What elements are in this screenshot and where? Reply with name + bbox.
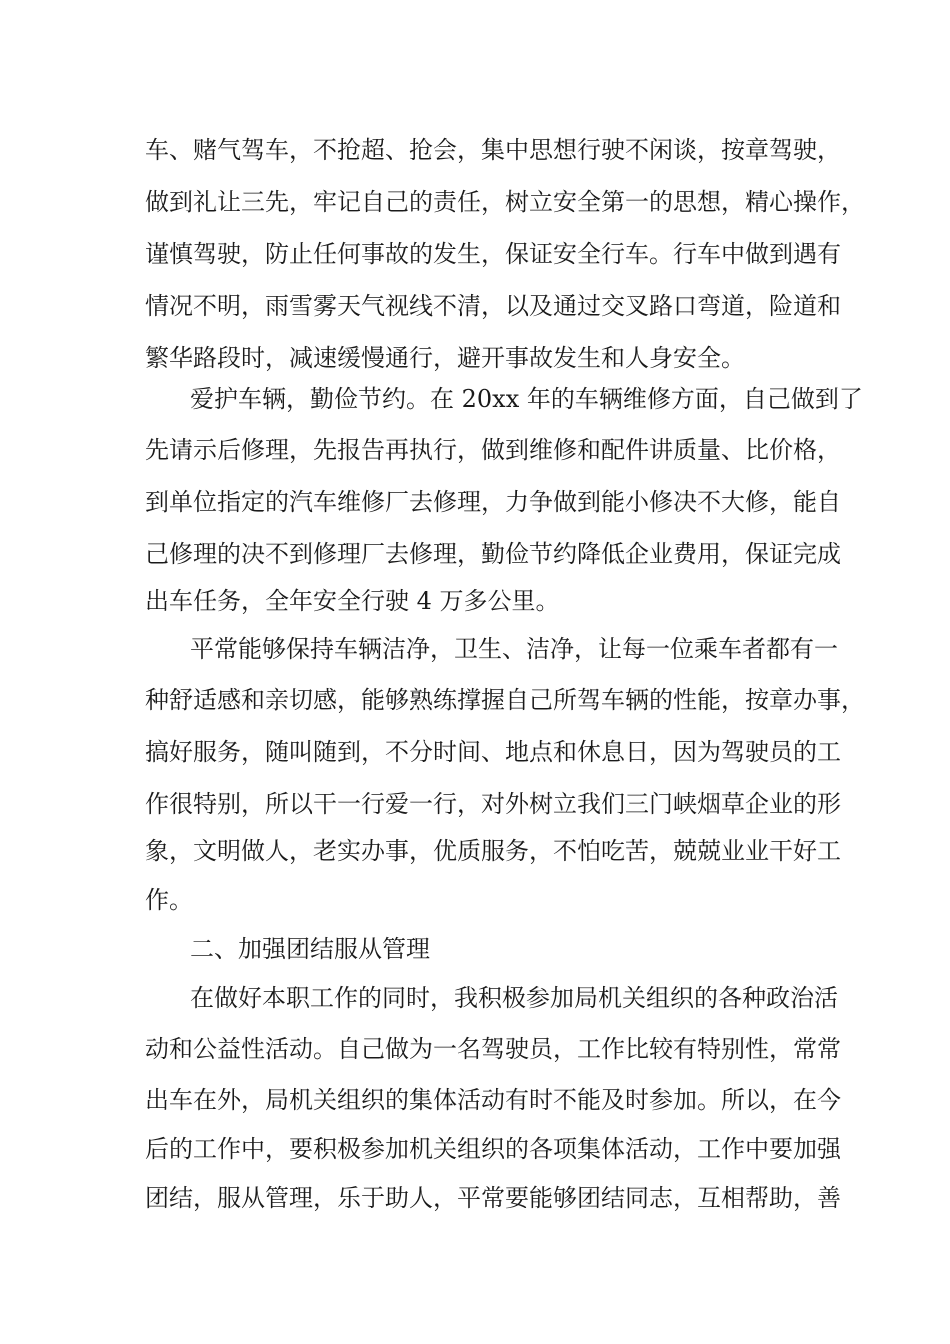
- text-line: 出车在外，局机关组织的集体活动有时不能及时参加。所以，在今: [145, 1086, 841, 1114]
- text-line: 作。: [145, 886, 193, 914]
- section-heading: 二、加强团结服从管理: [190, 935, 430, 963]
- text-line: 后的工作中，要积极参加机关组织的各项集体活动，工作中要加强: [145, 1135, 841, 1163]
- text-line: 种舒适感和亲切感，能够熟练撑握自己所驾车辆的性能，按章办事，: [145, 686, 865, 714]
- paragraph-first-line: 在做好本职工作的同时，我积极参加局机关组织的各种政治活: [190, 984, 838, 1012]
- text-line: 先请示后修理，先报告再执行，做到维修和配件讲质量、比价格，: [145, 436, 841, 464]
- text-line: 搞好服务，随叫随到，不分时间、地点和休息日，因为驾驶员的工: [145, 738, 841, 766]
- paragraph-first-line: 爱护车辆，勤俭节约。在 20xx 年的车辆维修方面，自己做到了: [190, 385, 863, 413]
- text-line: 象，文明做人，老实办事，优质服务，不怕吃苦，兢兢业业干好工: [145, 837, 841, 865]
- text-line: 到单位指定的汽车维修厂去修理，力争做到能小修决不大修，能自: [145, 488, 841, 516]
- text-line: 情况不明，雨雪雾天气视线不清，以及通过交叉路口弯道，险道和: [145, 292, 841, 320]
- text-line: 己修理的决不到修理厂去修理，勤俭节约降低企业费用，保证完成: [145, 540, 841, 568]
- text-line: 做到礼让三先，牢记自己的责任，树立安全第一的思想，精心操作，: [145, 188, 865, 216]
- paragraph-first-line: 平常能够保持车辆洁净，卫生、洁净，让每一位乘车者都有一: [190, 635, 838, 663]
- text-line: 作很特别，所以干一行爱一行，对外树立我们三门峡烟草企业的形: [145, 790, 841, 818]
- text-line: 谨慎驾驶，防止任何事故的发生，保证安全行车。行车中做到遇有: [145, 240, 841, 268]
- text-line: 出车任务，全年安全行驶 4 万多公里。: [145, 587, 560, 615]
- text-line: 车、赌气驾车，不抢超、抢会，集中思想行驶不闲谈，按章驾驶，: [145, 136, 841, 164]
- text-line: 团结，服从管理，乐于助人，平常要能够团结同志，互相帮助，善: [145, 1184, 841, 1212]
- text-line: 繁华路段时，减速缓慢通行，避开事故发生和人身安全。: [145, 344, 745, 372]
- text-line: 动和公益性活动。自己做为一名驾驶员，工作比较有特别性，常常: [145, 1035, 841, 1063]
